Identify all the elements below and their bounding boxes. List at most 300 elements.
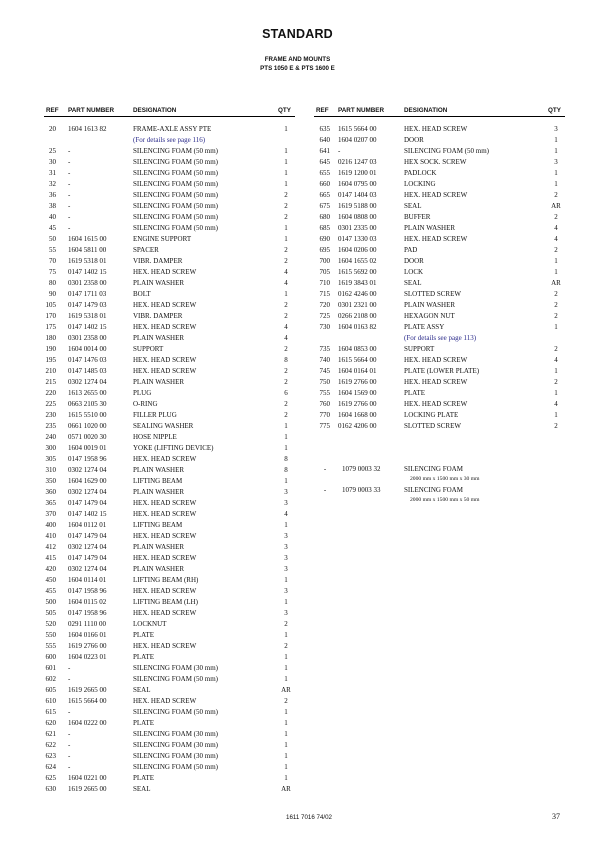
ref-cell: 365: [45, 499, 56, 507]
left-header-rule: [44, 116, 295, 117]
designation-cell: HEX. HEAD SCREW: [404, 378, 468, 386]
designation-cell: HEX. HEAD SCREW: [133, 367, 197, 375]
table-row: [0, 179, 300, 190]
qty-cell: 2: [284, 620, 288, 628]
ref-cell: 620: [45, 719, 56, 727]
part-number-cell: 1613 2655 00: [68, 389, 107, 397]
qty-cell: 1: [284, 774, 288, 782]
qty-cell: 1: [284, 147, 288, 155]
part-number-cell: 0162 4246 00: [338, 290, 377, 298]
table-row: [0, 454, 300, 465]
part-number-cell: -: [68, 158, 71, 166]
ref-cell: 36: [49, 191, 56, 199]
ref-cell: 370: [45, 510, 56, 518]
designation-cell: HEX. HEAD SCREW: [133, 356, 197, 364]
part-number-cell: 1604 0853 00: [338, 345, 377, 353]
part-number-cell: 1604 0115 02: [68, 598, 107, 606]
ref-cell: 755: [319, 389, 330, 397]
table-row: [0, 784, 300, 795]
ref-cell: 775: [319, 422, 330, 430]
designation-cell: SLOTTED SCREW: [404, 422, 461, 430]
designation-cell: HOSE NIPPLE: [133, 433, 177, 441]
table-row: [0, 135, 300, 146]
qty-cell: 2: [554, 290, 558, 298]
part-number-cell: 0301 2321 00: [338, 301, 377, 309]
table-row: [0, 542, 300, 553]
qty-cell: 6: [284, 389, 288, 397]
designation-cell: PLATE: [133, 653, 154, 661]
ref-cell: 240: [45, 433, 56, 441]
ref-cell: 80: [49, 279, 56, 287]
ref-cell: 625: [45, 774, 56, 782]
part-number-cell: 1604 1668 00: [338, 411, 377, 419]
part-number-cell: 0147 1485 03: [68, 367, 107, 375]
ref-cell: 300: [45, 444, 56, 452]
qty-cell: 1: [284, 158, 288, 166]
designation-cell: SEALING WASHER: [133, 422, 194, 430]
ref-cell: 50: [49, 235, 56, 243]
ref-cell: 735: [319, 345, 330, 353]
table-row: [0, 223, 300, 234]
designation-cell: PLATE (LOWER PLATE): [404, 367, 480, 375]
ref-cell: 635: [319, 125, 330, 133]
qty-cell: 1: [284, 521, 288, 529]
designation-cell: PLAIN WASHER: [404, 224, 456, 232]
table-row: [0, 443, 300, 454]
designation-cell: HEXAGON NUT: [404, 312, 455, 320]
qty-cell: 4: [284, 268, 288, 276]
part-number-cell: -: [68, 224, 71, 232]
designation-cell: LOCK: [404, 268, 424, 276]
part-number-cell: 0147 1479 04: [68, 499, 107, 507]
ref-cell: 195: [45, 356, 56, 364]
part-number-cell: 0291 1110 00: [68, 620, 106, 628]
qty-cell: 2: [284, 312, 288, 320]
ref-cell: 760: [319, 400, 330, 408]
part-number-cell: 0147 1958 96: [68, 455, 107, 463]
table-row: [300, 355, 595, 366]
qty-cell: 4: [284, 323, 288, 331]
designation-cell: PLAIN WASHER: [133, 279, 185, 287]
table-row: [300, 135, 595, 146]
ref-cell: 450: [45, 576, 56, 584]
qty-cell: 1: [284, 444, 288, 452]
qty-cell: 1: [284, 477, 288, 485]
part-number-cell: 1079 0003 33: [342, 486, 381, 494]
designation-cell: HEX. HEAD SCREW: [133, 642, 197, 650]
qty-cell: 1: [284, 224, 288, 232]
table-row: [300, 146, 595, 157]
ref-cell: 32: [49, 180, 56, 188]
qty-cell: 2: [284, 411, 288, 419]
qty-cell: 2: [284, 257, 288, 265]
foam-size-cell: 2000 mm x 1500 mm x 30 mm: [410, 476, 480, 482]
table-row: [0, 718, 300, 729]
qty-cell: 2: [284, 246, 288, 254]
ref-cell: 75: [49, 268, 56, 276]
table-row: [0, 289, 300, 300]
designation-cell: SILENCING FOAM (50 mm): [133, 675, 218, 683]
part-number-cell: 0147 1402 15: [68, 323, 107, 331]
header-designation: DESIGNATION: [404, 107, 448, 114]
table-row: [0, 267, 300, 278]
ref-cell: 700: [319, 257, 330, 265]
part-number-cell: 1619 2665 00: [68, 686, 107, 694]
part-number-cell: 0147 1711 03: [68, 290, 107, 298]
part-number-cell: 1604 0019 01: [68, 444, 107, 452]
table-row: [0, 608, 300, 619]
part-number-cell: -: [68, 213, 71, 221]
table-row: [0, 157, 300, 168]
qty-cell: AR: [281, 686, 291, 694]
designation-cell: VIBR. DAMPER: [133, 257, 183, 265]
table-row: [0, 124, 300, 135]
designation-cell: SEAL: [133, 686, 151, 694]
ref-cell: 640: [319, 136, 330, 144]
table-row: [0, 377, 300, 388]
ref-cell: 641: [319, 147, 330, 155]
ref-cell: 310: [45, 466, 56, 474]
qty-cell: 2: [284, 213, 288, 221]
designation-cell: HEX. HEAD SCREW: [133, 609, 197, 617]
table-row: [0, 245, 300, 256]
table-row: [0, 575, 300, 586]
ref-cell: 695: [319, 246, 330, 254]
table-row: [300, 399, 595, 410]
ref-cell: 400: [45, 521, 56, 529]
designation-cell: HEX. HEAD SCREW: [404, 125, 468, 133]
part-number-cell: 1604 0163 82: [338, 323, 377, 331]
foam-size-cell: 2000 mm x 1500 mm x 50 mm: [410, 497, 480, 503]
part-number-cell: 0147 1404 03: [338, 191, 377, 199]
designation-cell: SUPPORT: [404, 345, 435, 353]
table-row: [0, 707, 300, 718]
designation-cell: HEX. HEAD SCREW: [133, 587, 197, 595]
model-subtitle: PTS 1050 E & PTS 1600 E: [260, 65, 335, 72]
designation-cell: FILLER PLUG: [133, 411, 177, 419]
designation-cell: SILENCING FOAM (30 mm): [133, 664, 218, 672]
designation-cell: SILENCING FOAM (50 mm): [404, 147, 489, 155]
header-designation: DESIGNATION: [133, 107, 177, 114]
ref-cell: 230: [45, 411, 56, 419]
table-row: [0, 509, 300, 520]
part-number-cell: 1615 5664 00: [68, 697, 107, 705]
qty-cell: 1: [554, 180, 558, 188]
qty-cell: 3: [284, 488, 288, 496]
table-row: [300, 179, 595, 190]
qty-cell: 1: [284, 422, 288, 430]
designation-cell: DOOR: [404, 136, 424, 144]
designation-cell: SILENCING FOAM: [404, 465, 463, 473]
part-number-cell: -: [68, 664, 71, 672]
table-row: [0, 465, 300, 476]
designation-cell: HEX. HEAD SCREW: [133, 532, 197, 540]
qty-cell: 2: [284, 202, 288, 210]
qty-cell: 1: [554, 136, 558, 144]
table-row: [0, 531, 300, 542]
foam-sheets-table: [300, 464, 595, 506]
part-number-cell: 1615 5664 00: [338, 125, 377, 133]
ref-cell: 675: [319, 202, 330, 210]
part-number-cell: -: [68, 741, 71, 749]
part-number-cell: -: [68, 191, 71, 199]
ref-cell: 90: [49, 290, 56, 298]
ref-cell: 680: [319, 213, 330, 221]
designation-cell: SILENCING FOAM (50 mm): [133, 158, 218, 166]
designation-cell: SILENCING FOAM (50 mm): [133, 224, 218, 232]
qty-cell: 3: [284, 554, 288, 562]
part-number-cell: 1619 2766 00: [338, 378, 377, 386]
table-row: [0, 564, 300, 575]
ref-cell: 210: [45, 367, 56, 375]
designation-cell: LIFTING BEAM: [133, 521, 183, 529]
part-number-cell: -: [68, 147, 71, 155]
table-row: [0, 630, 300, 641]
ref-cell: 40: [49, 213, 56, 221]
qty-cell: 1: [284, 763, 288, 771]
ref-cell: 665: [319, 191, 330, 199]
part-number-cell: -: [338, 147, 341, 155]
qty-cell: 1: [284, 664, 288, 672]
ref-cell: 412: [45, 543, 56, 551]
ref-cell: 410: [45, 532, 56, 540]
part-number-cell: 1604 1613 82: [68, 125, 107, 133]
qty-cell: 2: [554, 191, 558, 199]
table-row: [300, 201, 595, 212]
part-number-cell: 1619 5318 01: [68, 257, 107, 265]
table-row: [0, 146, 300, 157]
ref-cell: 690: [319, 235, 330, 243]
part-number-cell: 1604 1629 00: [68, 477, 107, 485]
qty-cell: 1: [554, 268, 558, 276]
ref-cell: -: [323, 486, 327, 494]
left-parts-table: [0, 124, 300, 795]
qty-cell: 4: [284, 334, 288, 342]
qty-cell: 1: [284, 180, 288, 188]
designation-cell: SILENCING FOAM (30 mm): [133, 752, 218, 760]
part-number-cell: 1604 5811 00: [68, 246, 107, 254]
qty-cell: 4: [284, 279, 288, 287]
designation-cell: ENGINE SUPPORT: [133, 235, 192, 243]
ref-cell: 622: [45, 741, 56, 749]
part-number-cell: 0663 2105 30: [68, 400, 107, 408]
qty-cell: 2: [554, 301, 558, 309]
designation-cell: PLAIN WASHER: [404, 301, 456, 309]
qty-cell: 1: [284, 598, 288, 606]
ref-cell: 602: [45, 675, 56, 683]
qty-cell: 1: [284, 730, 288, 738]
part-number-cell: 1604 1655 02: [338, 257, 377, 265]
table-row: [300, 278, 595, 289]
table-row: [300, 421, 595, 432]
table-row: [300, 124, 595, 135]
ref-cell: 730: [319, 323, 330, 331]
ref-cell: 25: [49, 147, 56, 155]
designation-cell: SILENCING FOAM (50 mm): [133, 191, 218, 199]
qty-cell: 8: [284, 466, 288, 474]
table-row: [0, 520, 300, 531]
designation-cell: LOCKING PLATE: [404, 411, 459, 419]
designation-cell: SILENCING FOAM (50 mm): [133, 180, 218, 188]
ref-cell: 30: [49, 158, 56, 166]
qty-cell: 1: [554, 323, 558, 331]
ref-cell: 175: [45, 323, 56, 331]
ref-cell: 615: [45, 708, 56, 716]
table-row: [300, 410, 595, 421]
ref-cell: 55: [49, 246, 56, 254]
ref-cell: 705: [319, 268, 330, 276]
designation-cell: LIFTING BEAM (LH): [133, 598, 198, 606]
qty-cell: 3: [284, 543, 288, 551]
qty-cell: 2: [284, 400, 288, 408]
table-row: [0, 553, 300, 564]
table-row: [0, 421, 300, 432]
table-row: [300, 377, 595, 388]
table-row: [0, 762, 300, 773]
ref-cell: 31: [49, 169, 56, 177]
part-number-cell: 1604 0221 00: [68, 774, 107, 782]
table-row: [0, 476, 300, 487]
designation-cell: HEX. HEAD SCREW: [133, 499, 197, 507]
table-row: [0, 773, 300, 784]
table-row: [0, 740, 300, 751]
right-parts-table: [300, 124, 595, 432]
qty-cell: 1: [284, 675, 288, 683]
ref-cell: 70: [49, 257, 56, 265]
designation-cell: PLATE: [404, 389, 425, 397]
table-row: [0, 663, 300, 674]
part-number-cell: 1619 2665 00: [68, 785, 107, 793]
designation-cell: PLAIN WASHER: [133, 543, 185, 551]
ref-cell: 105: [45, 301, 56, 309]
ref-cell: 605: [45, 686, 56, 694]
table-row: [0, 300, 300, 311]
part-number-cell: 1615 5692 00: [338, 268, 377, 276]
ref-cell: 415: [45, 554, 56, 562]
ref-cell: 305: [45, 455, 56, 463]
page-number: 37: [552, 812, 560, 821]
ref-cell: 715: [319, 290, 330, 298]
ref-cell: -: [323, 465, 327, 473]
designation-cell: PLAIN WASHER: [133, 378, 185, 386]
designation-cell: SILENCING FOAM (50 mm): [133, 708, 218, 716]
part-number-cell: 0162 4206 00: [338, 422, 377, 430]
designation-cell: HEX. HEAD SCREW: [404, 235, 468, 243]
qty-cell: 1: [284, 169, 288, 177]
qty-cell: 3: [284, 565, 288, 573]
designation-cell: SILENCING FOAM (30 mm): [133, 741, 218, 749]
qty-cell: 2: [284, 642, 288, 650]
qty-cell: 4: [554, 356, 558, 364]
right-header-rule: [314, 116, 565, 117]
part-number-cell: 0147 1402 15: [68, 268, 107, 276]
table-row: [300, 333, 595, 344]
designation-cell: SILENCING FOAM (50 mm): [133, 763, 218, 771]
table-row: [0, 696, 300, 707]
designation-cell: SPACER: [133, 246, 159, 254]
qty-cell: 2: [284, 367, 288, 375]
designation-cell: SEAL: [404, 279, 422, 287]
designation-cell: HEX. HEAD SCREW: [133, 697, 197, 705]
ref-cell: 725: [319, 312, 330, 320]
header-qty: QTY: [278, 107, 291, 114]
part-number-cell: 1604 1615 00: [68, 235, 107, 243]
designation-cell: LIFTING BEAM (RH): [133, 576, 199, 584]
table-row: [0, 674, 300, 685]
part-number-cell: 0147 1479 03: [68, 301, 107, 309]
table-row: [0, 685, 300, 696]
qty-cell: 1: [284, 235, 288, 243]
designation-cell: HEX. HEAD SCREW: [404, 191, 468, 199]
table-row: [0, 355, 300, 366]
ref-cell: 550: [45, 631, 56, 639]
designation-cell: PADLOCK: [404, 169, 437, 177]
table-row: [0, 344, 300, 355]
designation-cell: HEX. HEAD SCREW: [404, 400, 468, 408]
table-row: [300, 256, 595, 267]
qty-cell: 1: [554, 147, 558, 155]
ref-cell: 745: [319, 367, 330, 375]
qty-cell: 4: [284, 510, 288, 518]
part-number-cell: 1619 2766 00: [68, 642, 107, 650]
header-part-number: PART NUMBER: [68, 107, 115, 114]
designation-cell: O-RING: [133, 400, 158, 408]
qty-cell: 1: [554, 169, 558, 177]
table-row: [300, 212, 595, 223]
qty-cell: 1: [284, 433, 288, 441]
designation-cell: PLAIN WASHER: [133, 466, 185, 474]
qty-cell: 8: [284, 455, 288, 463]
table-row: [300, 157, 595, 168]
table-row: [0, 432, 300, 443]
part-number-cell: 1604 0206 00: [338, 246, 377, 254]
qty-cell: 1: [284, 576, 288, 584]
qty-cell: 2: [554, 213, 558, 221]
part-number-cell: 1619 5318 01: [68, 312, 107, 320]
table-row: [0, 256, 300, 267]
part-number-cell: 0301 2335 00: [338, 224, 377, 232]
qty-cell: 2: [284, 301, 288, 309]
ref-cell: 455: [45, 587, 56, 595]
ref-cell: 770: [319, 411, 330, 419]
ref-cell: 180: [45, 334, 56, 342]
qty-cell: 1: [284, 708, 288, 716]
designation-cell: HEX. HEAD SCREW: [133, 301, 197, 309]
qty-cell: 4: [554, 400, 558, 408]
table-row: [0, 366, 300, 377]
qty-cell: 3: [554, 158, 558, 166]
qty-cell: AR: [551, 279, 561, 287]
part-number-cell: 0302 1274 04: [68, 466, 107, 474]
part-number-cell: 1604 0808 00: [338, 213, 377, 221]
designation-cell: HEX. HEAD SCREW: [133, 455, 197, 463]
ref-cell: 685: [319, 224, 330, 232]
ref-cell: 645: [319, 158, 330, 166]
table-row: [0, 311, 300, 322]
qty-cell: 1: [284, 631, 288, 639]
table-row: [0, 729, 300, 740]
part-number-cell: 0147 1330 03: [338, 235, 377, 243]
part-number-cell: 1619 5188 00: [338, 202, 377, 210]
part-number-cell: 1619 3843 01: [338, 279, 377, 287]
designation-cell: BOLT: [133, 290, 151, 298]
ref-cell: 601: [45, 664, 56, 672]
page-title: STANDARD: [262, 27, 333, 41]
table-row: [300, 388, 595, 399]
ref-cell: 420: [45, 565, 56, 573]
designation-cell: PLATE: [133, 774, 154, 782]
table-row: [0, 498, 300, 509]
